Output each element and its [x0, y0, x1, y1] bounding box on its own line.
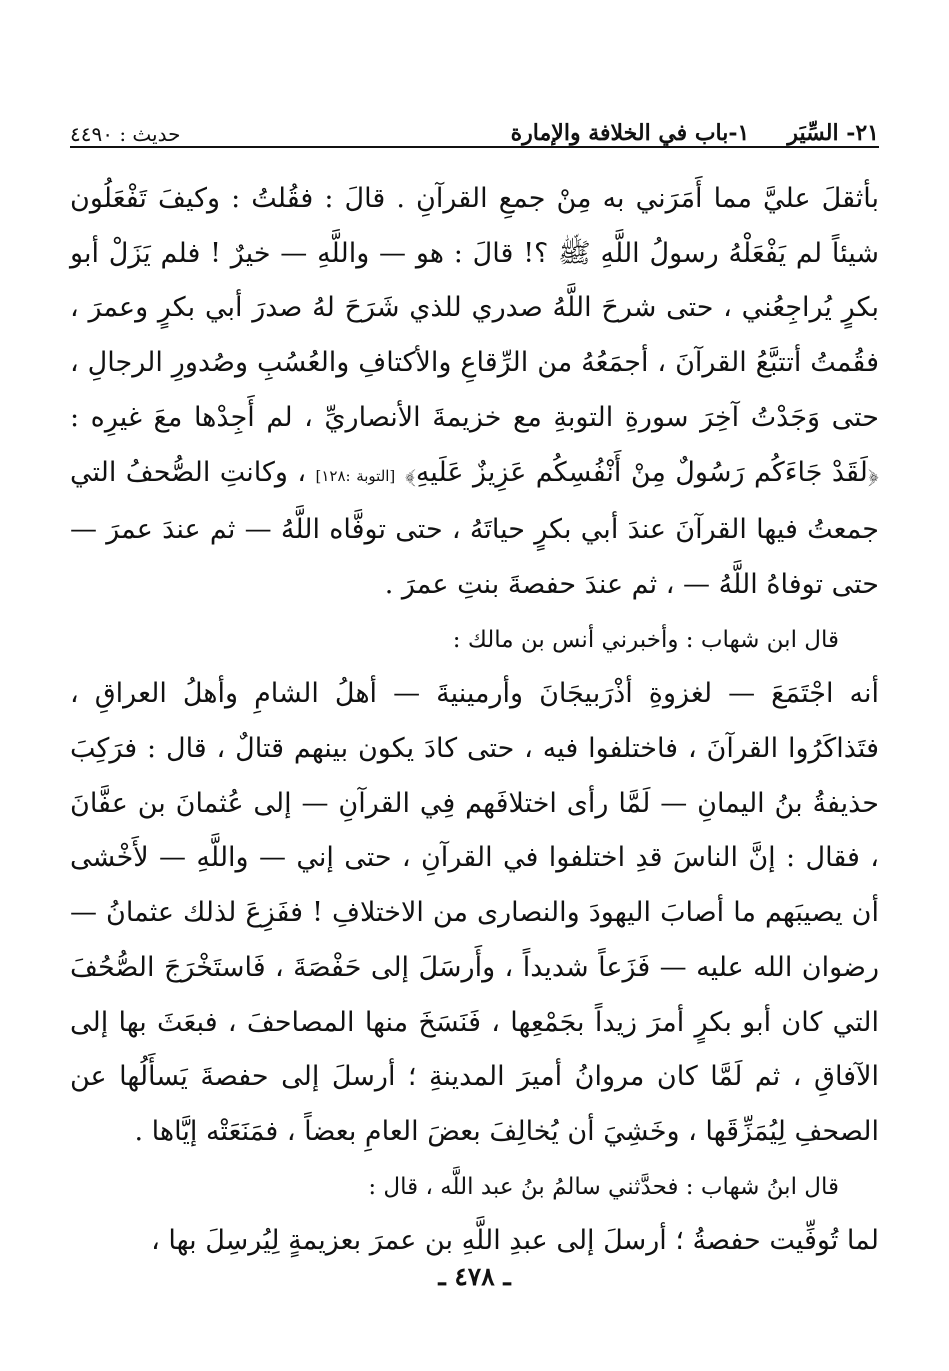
running-header	[70, 108, 879, 148]
paragraph-1-end: ، وكانتِ الصُّحفُ التي جمعتُ فيها القرآنَ عندَ أبي بكرٍ حياتَهُ ، حتى توفَّاه اللَّهُ — ثم عندَ عمرَ — حتى توفاهُ اللَّهُ — ، ثم عندَ حفصةَ بنتِ عمرَ .	[70, 456, 879, 600]
hadith-number: حديث : ٤٤٩٠	[70, 122, 181, 146]
page-number: ـ ٤٧٨ ـ	[438, 1262, 511, 1291]
narration-line-2: قال ابنُ شهاب : فحدَّثني سالمُ بنُ عبد اللَّه ، قال :	[368, 1173, 839, 1200]
page-body	[70, 172, 879, 1269]
paragraph-1-text: بأثقلَ عليَّ مما أَمَرَني به مِنْ جمعِ القرآنِ . قالَ : فقُلتُ : وكيفَ تَفْعَلُون شيئاً لم يَفْعَلْهُ رسولُ اللَّهِ ﷺ ؟! قالَ : هو — واللَّهِ — خيرٌ ! فلم يَزَلْ أبو بكرٍ يُراجِعُني ، حتى شرحَ اللَّهُ صدري للذي شَرَحَ لهُ صدرَ أبي بكرٍ وعمرَ ، فقُمتُ أتتبَّعُ القرآنَ ، أجمَعُهُ من الرِّقاعِ والأكتافِ والعُسُبِ وصُدورِ الرجالِ ، حتى وَجَدْتُ آخِرَ سورةِ التوبةِ مع خزيمةَ الأنصاريِّ ، لم أَجِدْها معَ غيرِه : ﴿لَقَدْ جَاءَكُم رَسُولٌ مِنْ أَنْفُسِكُم عَزِيزٌ عَلَيهِ﴾	[70, 183, 879, 488]
quran-reference: [التوبة :١٢٨]	[315, 466, 396, 485]
chapter-title: ٢١- السِّيَر	[787, 120, 879, 146]
narration-line-1: قال ابن شهاب : وأخبرني أنس بن مالك :	[452, 626, 839, 653]
paragraph-3: لما تُوفِّيت حفصةُ ؛ أرسلَ إلى عبدِ اللَّهِ بن عمرَ بعزيمةٍ لِيُرسِلَ بها ،	[151, 1225, 879, 1257]
paragraph-2: أنه اجْتَمَعَ — لغزوةِ أذْرَبيجَانَ وأرمينيةَ — أهلُ الشامِ وأهلُ العراقِ ، فتَذاكَرُوا القرآنَ ، فاختلفوا فيه ، حتى كادَ يكون بينهم قتالٌ ، قال : فرَكِبَ حذيفةُ بنُ اليمانِ — لَمَّا رأى اختلافَهم فِي القرآنِ — إلى عُثمانَ بن عفَّانَ ، فقال : إنَّ الناسَ قدِ اختلفوا في القرآنِ ، حتى إني — واللَّهِ — لأَخْشى أن يصيبَهم ما أصابَ اليهودَ والنصارى من الاختلافِ ! ففَزِعَ لذلك عثمانُ — رضوان الله عليه — فَزَعاً شديداً ، وأَرسَلَ إلى حَفْصَةَ ، فَاستَخْرَجَ الصُّحُفَ التي كان أبو بكرٍ أمرَ زيداً بجَمْعِها ، فَنَسَخَ منها المصاحفَ ، فبعَثَ بها إلى الآفاقِ ، ثم لَمَّا كان مروانُ أميرَ المدينةِ ؛ أرسلَ إلى حفصةَ يَسأَلُها عن الصحفِ لِيُمَزِّقَها ، وخَشِيَ أن يُخالِفَ بعضَ العامِ بعضاً ، فمَنَعَتْه إيَّاها .	[70, 678, 879, 1147]
paragraph-1	[70, 172, 879, 613]
section-title: ١-باب في الخلافة والإمارة	[510, 120, 750, 146]
